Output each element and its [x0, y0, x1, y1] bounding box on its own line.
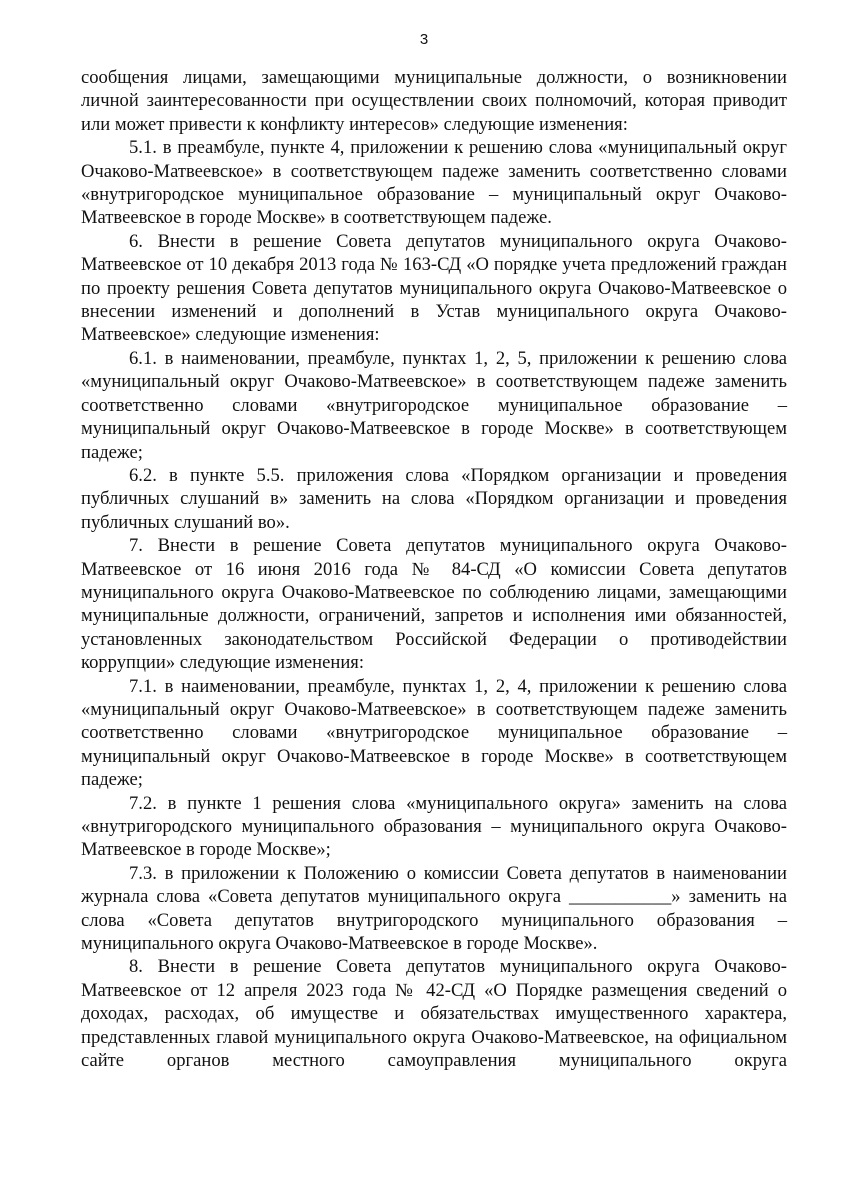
- paragraph-7-3: 7.3. в приложении к Положению о комиссии Совета депутатов в наименовании журнала слова «Совета депутатов муниципального округа ___________» заменить на слова «Совета депутатов внутригородского муниципального образования – муниципального округа Очаково-Матвеевское в городе Москве».: [81, 862, 787, 955]
- paragraph-continuation: сообщения лицами, замещающими муниципальные должности, о возникновении личной заинтересованности при осуществлении своих полномочий, которая приводит или может привести к конфликту интересов» следующие изменения:: [81, 67, 787, 135]
- paragraph-5-1: 5.1. в преамбуле, пункте 4, приложении к решению слова «муниципальный округ Очаково-Матвеевское» в соответствующем падеже заменить соответственно словами «внутригородское муниципальное образование – муниципальный округ Очаково-Матвеевское в городе Москве» в соответствующем падеже.: [81, 137, 787, 229]
- paragraph-6: 6. Внести в решение Совета депутатов муниципального округа Очаково-Матвеевское от 10 декабря 2013 года № 163-СД «О порядке учета предложений граждан по проекту решения Совета депутатов муниципального округа Очаково-Матвеевское о внесении изменений и дополнений в Устав муниципального округа Очаково-Матвеевское» следующие изменения:: [81, 230, 787, 346]
- paragraph-6-1: 6.1. в наименовании, преамбуле, пунктах 1, 2, 5, приложении к решению слова «муниципальный округ Очаково-Матвеевское» в соответствующем падеже заменить соответственно словами «внутригородское муниципальное образование – муниципальный округ Очаково-Матвеевское в городе Москве» в соответствующем падеже;: [81, 347, 787, 463]
- paragraph-8: 8. Внести в решение Совета депутатов муниципального округа Очаково-Матвеевское от 12 апреля 2023 года № 42-СД «О Порядке размещения сведений о доходах, расходах, об имуществе и обязательствах имущественного характера, представленных главой муниципального округа Очаково-Матвеевское, на официальном сайте органов местного самоуправления муниципального округа: [81, 956, 787, 1072]
- page-number: 3: [419, 31, 429, 48]
- document-body: [81, 66, 787, 1072]
- paragraph-7: 7. Внести в решение Совета депутатов муниципального округа Очаково-Матвеевское от 16 июня 2016 года № 84-СД «О комиссии Совета депутатов муниципального округа Очаково-Матвеевское по соблюдению лицами, замещающими муниципальные должности, ограничений, запретов и исполнения ими обязанностей, установленных законодательством Российской Федерации о противодействии коррупции» следующие изменения:: [81, 535, 787, 674]
- paragraph-6-2: 6.2. в пункте 5.5. приложения слова «Порядком организации и проведения публичных слушаний в» заменить на слова «Порядком организации и проведения публичных слушаний во».: [81, 464, 787, 533]
- paragraph-7-2: 7.2. в пункте 1 решения слова «муниципального округа» заменить на слова «внутригородского муниципального образования – муниципального округа Очаково-Матвеевское в городе Москве»;: [81, 792, 787, 861]
- paragraph-7-1: 7.1. в наименовании, преамбуле, пунктах 1, 2, 4, приложении к решению слова «муниципальный округ Очаково-Матвеевское» в соответствующем падеже заменить соответственно словами «внутригородское муниципальное образование – муниципальный округ Очаково-Матвеевское в городе Москве» в соответствующем падеже;: [81, 675, 787, 791]
